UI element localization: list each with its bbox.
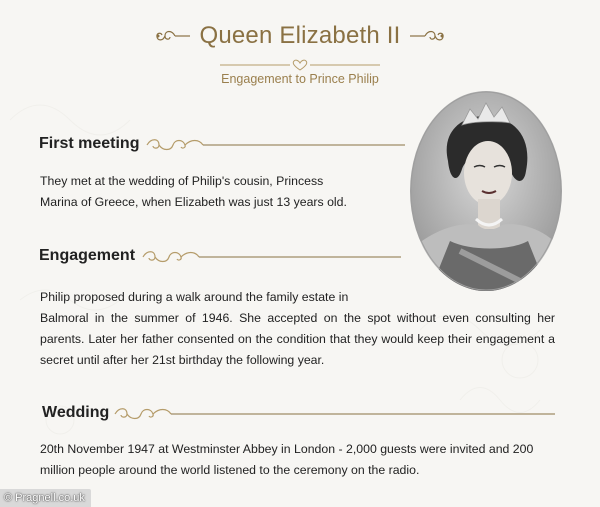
text-line: parents. Later her father consented on the condition that they would keep their engagement a [40, 332, 555, 346]
engagement-text [40, 287, 555, 371]
section-title: Engagement [39, 247, 136, 264]
heading-flourish-icon [145, 135, 407, 153]
text-line: secret until after her 21st birthday the following year. [40, 353, 325, 367]
heart-divider-icon [220, 58, 380, 72]
text-line: Balmoral in the summer of 1946. She accepted on the spot without even consulting her [40, 311, 555, 325]
text-line: Marina of Greece, when Elizabeth was just 13 years old. [40, 195, 347, 209]
heading-flourish-icon [113, 404, 557, 422]
page-title: Queen Elizabeth II [199, 22, 401, 49]
right-title-flourish-icon [409, 28, 445, 44]
first-meeting-text [40, 171, 370, 213]
text-line: Philip proposed during a walk around the family estate in [40, 290, 349, 304]
header [0, 22, 600, 50]
section-heading-engagement [39, 247, 403, 265]
text-line: million people around the world listened to the ceremony on the radio. [40, 463, 420, 477]
section-title: First meeting [39, 135, 140, 152]
text-line: 20th November 1947 at Westminster Abbey in London - 2,000 guests were invited and 200 [40, 442, 534, 456]
image-credit [0, 489, 91, 507]
text-line: They met at the wedding of Philip's cousin, Princess [40, 174, 324, 188]
page-subtitle: Engagement to Prince Philip [221, 72, 379, 86]
queen-portrait-image [410, 91, 562, 291]
left-title-flourish-icon [155, 28, 191, 44]
wedding-text [40, 439, 560, 481]
section-heading-first-meeting [39, 135, 407, 153]
credit-text: © Pragnell.co.uk [4, 492, 85, 504]
section-heading-wedding [42, 404, 557, 422]
section-title: Wedding [42, 404, 110, 421]
heading-flourish-icon [141, 247, 403, 265]
